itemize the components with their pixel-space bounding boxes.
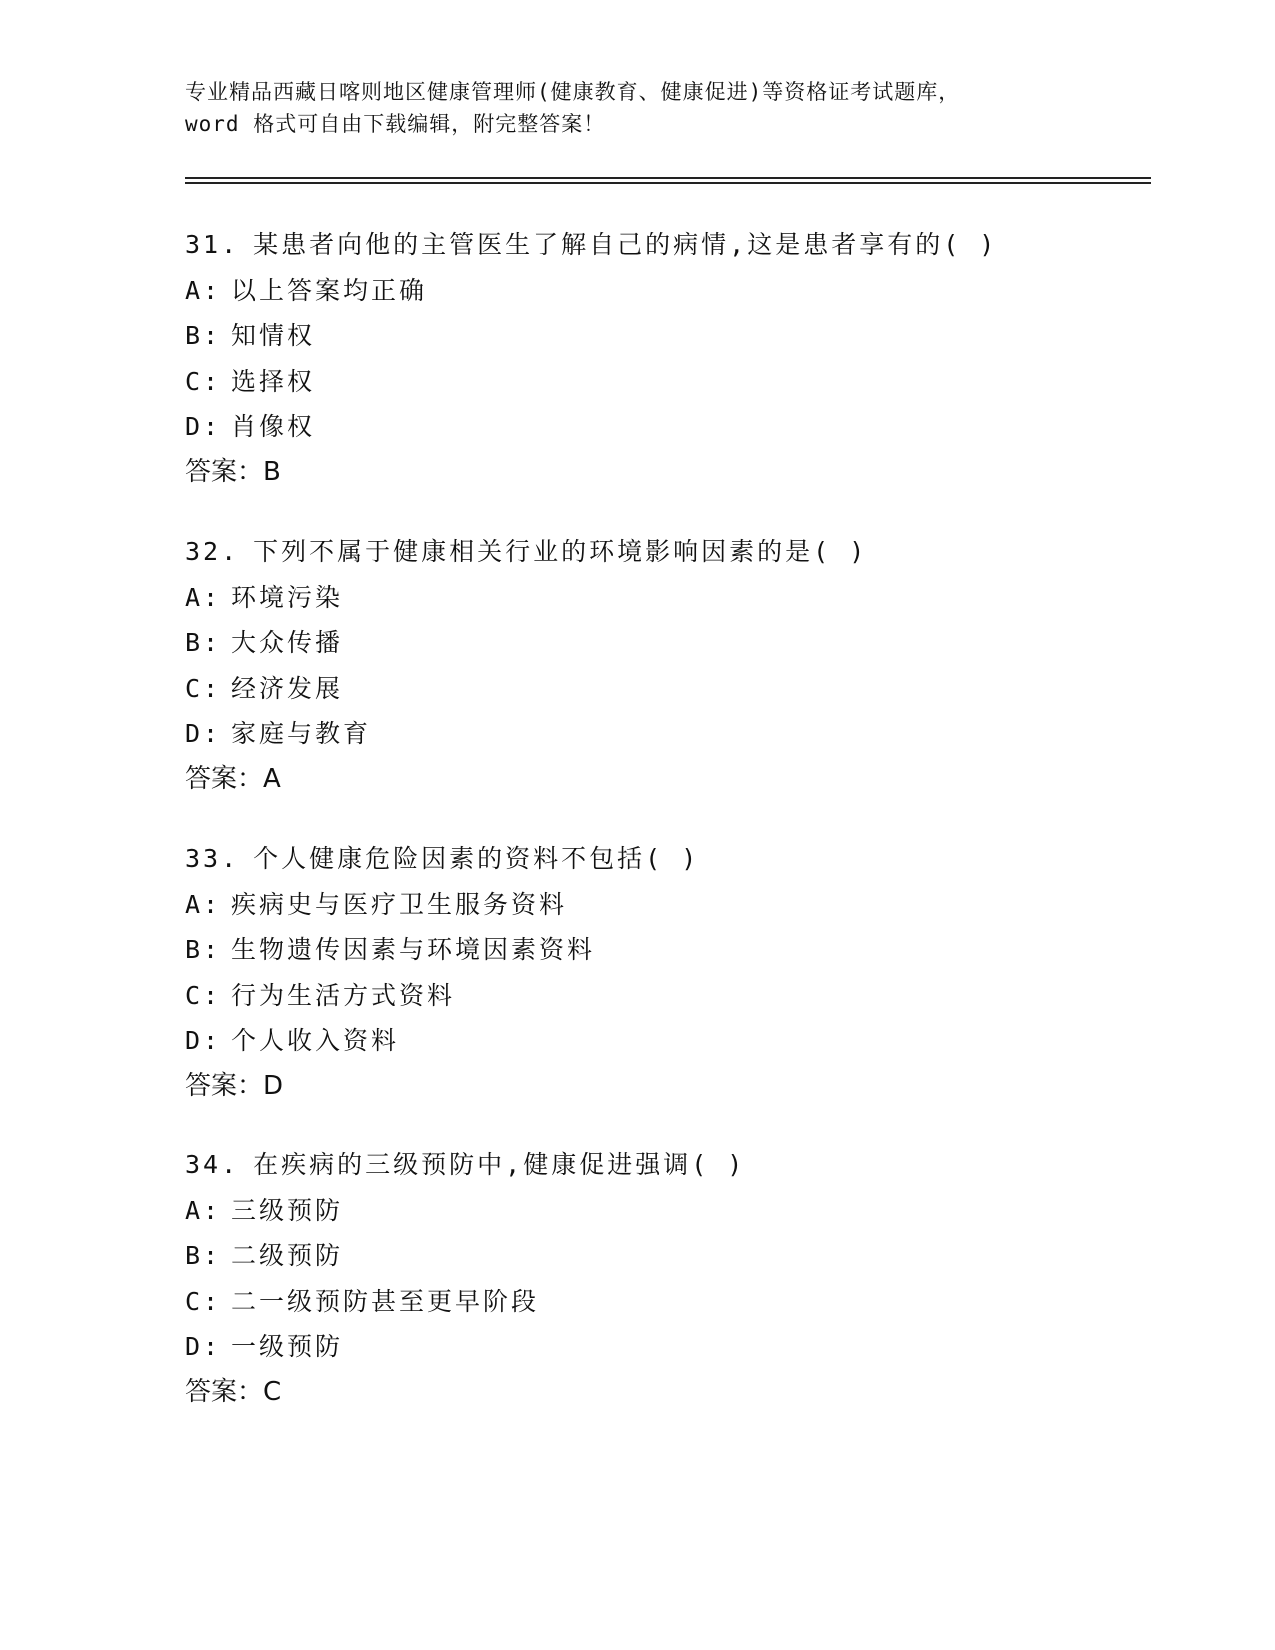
option-a <box>185 882 1135 928</box>
option-key: D: <box>185 412 222 441</box>
option-key: D: <box>185 1332 222 1361</box>
header-line-2: word 格式可自由下载编辑，附完整答案！ <box>185 112 606 136</box>
header-line-1: 专业精品西藏日喀则地区健康管理师(健康教育、健康促进)等资格证考试题库， <box>185 80 961 104</box>
question-text: 下列不属于健康相关行业的环境影响因素的是( ) <box>253 537 868 566</box>
option-key: C: <box>185 980 222 1010</box>
option-c <box>185 359 1135 405</box>
option-key: A: <box>185 889 222 919</box>
option-key: C: <box>185 366 222 396</box>
option-text: 个人收入资料 <box>231 1026 400 1055</box>
question-text: 个人健康危险因素的资料不包括( ) <box>253 844 700 873</box>
option-key: D: <box>185 719 222 748</box>
question-text: 某患者向他的主管医生了解自己的病情,这是患者享有的( ) <box>253 230 998 259</box>
question-stem <box>185 529 1135 575</box>
option-key: B: <box>185 321 222 350</box>
option-a <box>185 575 1135 621</box>
answer: 答案：C <box>185 1376 282 1407</box>
answer: 答案：D <box>185 1070 284 1101</box>
option-key: B: <box>185 935 222 964</box>
option-key: A: <box>185 582 222 612</box>
option-key: A: <box>185 275 222 305</box>
header-divider-bottom <box>185 182 1151 184</box>
option-d <box>185 711 1135 757</box>
option-text: 知情权 <box>231 321 316 350</box>
option-b <box>185 620 1135 666</box>
option-b <box>185 313 1135 359</box>
option-text: 疾病史与医疗卫生服务资料 <box>231 889 568 919</box>
option-text: 家庭与教育 <box>231 719 372 748</box>
option-text: 以上答案均正确 <box>231 275 428 305</box>
option-c <box>185 1279 1135 1325</box>
document-header <box>185 76 1085 140</box>
option-d <box>185 404 1135 450</box>
option-text: 选择权 <box>231 366 316 396</box>
option-key: A: <box>185 1195 222 1225</box>
option-text: 二级预防 <box>231 1241 344 1270</box>
question-stem <box>185 1142 1135 1188</box>
option-text: 环境污染 <box>231 582 344 612</box>
option-d <box>185 1018 1135 1064</box>
option-b <box>185 927 1135 973</box>
question-text: 在疾病的三级预防中,健康促进强调( ) <box>253 1150 746 1179</box>
answer: 答案：A <box>185 763 281 794</box>
question-32 <box>185 529 1135 802</box>
question-number: 31. <box>185 230 240 259</box>
option-text: 三级预防 <box>231 1195 344 1225</box>
option-b <box>185 1233 1135 1279</box>
option-key: B: <box>185 1241 222 1270</box>
question-number: 33. <box>185 844 240 873</box>
header-divider-top <box>185 177 1151 179</box>
option-key: D: <box>185 1026 222 1055</box>
option-text: 生物遗传因素与环境因素资料 <box>231 935 596 964</box>
question-31 <box>185 222 1135 495</box>
option-text: 经济发展 <box>231 673 344 703</box>
question-number: 34. <box>185 1150 240 1179</box>
option-text: 肖像权 <box>231 412 316 441</box>
question-34 <box>185 1142 1135 1415</box>
option-d <box>185 1324 1135 1370</box>
question-number: 32. <box>185 537 240 566</box>
option-text: 一级预防 <box>231 1332 344 1361</box>
question-33 <box>185 836 1135 1109</box>
question-stem <box>185 836 1135 882</box>
question-stem <box>185 222 1135 268</box>
option-text: 行为生活方式资料 <box>231 980 456 1010</box>
option-text: 二一级预防甚至更早阶段 <box>231 1286 540 1316</box>
option-c <box>185 666 1135 712</box>
option-key: B: <box>185 628 222 657</box>
option-text: 大众传播 <box>231 628 344 657</box>
option-a <box>185 1188 1135 1234</box>
option-c <box>185 973 1135 1019</box>
answer: 答案：B <box>185 456 281 487</box>
option-a <box>185 268 1135 314</box>
option-key: C: <box>185 1286 222 1316</box>
option-key: C: <box>185 673 222 703</box>
